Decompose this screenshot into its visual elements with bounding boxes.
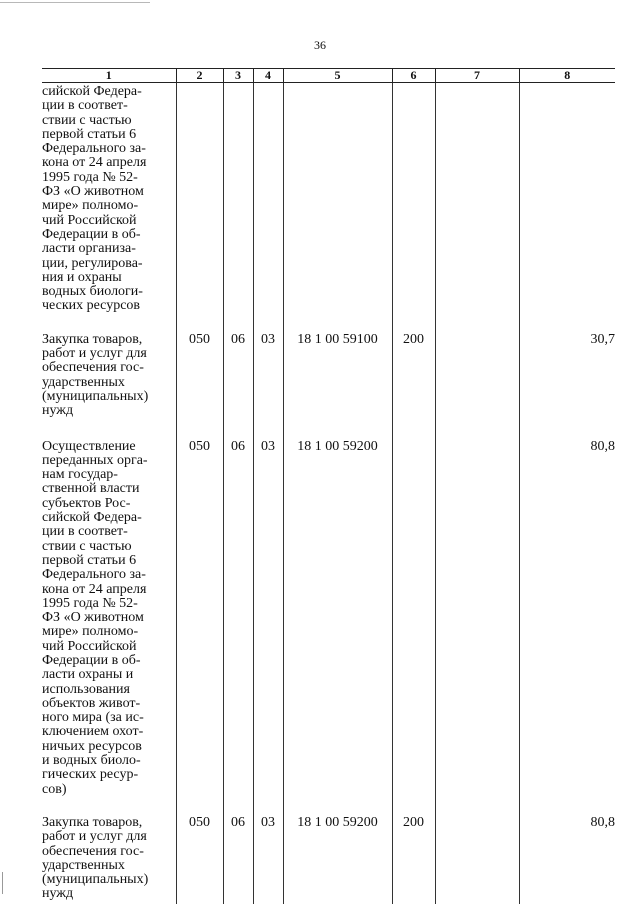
cell-ministry-code: 050 <box>176 326 223 432</box>
description-line: ударственных <box>42 374 125 390</box>
description-line: обеспечения гос- <box>42 360 144 376</box>
description-line: ческих ресурсов <box>42 298 141 314</box>
description-line: Закупка товаров, <box>42 814 143 830</box>
column-header-3: 3 <box>223 69 253 83</box>
cell-section: 06 <box>223 432 253 810</box>
description-line: ласти охраны и <box>42 667 134 683</box>
cell-subsection <box>253 83 283 326</box>
description-line: сийской Федера- <box>42 510 142 526</box>
cell-subsection: 03 <box>253 326 283 432</box>
description-line: Федерации в об- <box>42 652 141 668</box>
description-line: ния и охраны <box>42 269 122 285</box>
description-line: ции в соответ- <box>42 524 128 540</box>
column-header-7: 7 <box>435 69 519 83</box>
table-row <box>42 810 615 904</box>
description-line: ствии с частью <box>42 538 132 554</box>
cell-column-7 <box>435 432 519 810</box>
cell-amount: 30,7 <box>519 326 615 432</box>
row-description <box>42 326 176 432</box>
description-line: ничьих ресурсов <box>42 738 142 754</box>
cell-expense-type: 200 <box>392 810 435 904</box>
table-header-row <box>42 69 615 83</box>
table-row <box>42 83 615 326</box>
description-line: использования <box>42 681 130 697</box>
cell-ministry-code: 050 <box>176 810 223 904</box>
description-line: 1995 года № 52- <box>42 169 138 185</box>
scan-edge-mark <box>2 872 3 894</box>
cell-expense-type: 200 <box>392 326 435 432</box>
description-line: ФЗ «О животном <box>42 610 144 626</box>
description-line: ного мира (за ис- <box>42 710 144 726</box>
description-line: Федерации в об- <box>42 226 141 242</box>
description-line: (муниципальных) <box>42 872 149 888</box>
description-line: первой статьи 6 <box>42 552 137 568</box>
description-line: ции, регулирова- <box>42 255 143 271</box>
column-header-8: 8 <box>519 69 615 83</box>
description-line: Федерального за- <box>42 141 146 157</box>
table-row <box>42 432 615 810</box>
row-description <box>42 432 176 810</box>
description-line: обеспечения гос- <box>42 843 144 859</box>
description-line: сийской Федера- <box>42 84 142 99</box>
description-line: (муниципальных) <box>42 388 149 404</box>
description-line: ствии с частью <box>42 112 132 128</box>
row-description <box>42 810 176 904</box>
cell-target-article: 18 1 00 59200 <box>283 810 392 904</box>
description-line: 1995 года № 52- <box>42 595 138 611</box>
page-number: 36 <box>314 38 326 52</box>
description-line: сов) <box>42 781 67 797</box>
column-header-5: 5 <box>283 69 392 83</box>
description-line: ключением охот- <box>42 724 144 740</box>
description-line: работ и услуг для <box>42 829 147 845</box>
column-header-6: 6 <box>392 69 435 83</box>
description-line: и водных биоло- <box>42 753 141 769</box>
description-line: ударственных <box>42 857 125 873</box>
description-line: мире» полномо- <box>42 624 139 640</box>
description-line: объектов живот- <box>42 695 141 711</box>
cell-subsection: 03 <box>253 432 283 810</box>
cell-amount: 80,8 <box>519 810 615 904</box>
description-line: нужд <box>42 403 74 419</box>
column-header-2: 2 <box>176 69 223 83</box>
budget-table <box>42 68 615 904</box>
description-line: ции в соответ- <box>42 98 128 114</box>
description-line: кона от 24 апреля <box>42 581 147 597</box>
description-line: ственной власти <box>42 481 140 497</box>
table-row <box>42 326 615 432</box>
cell-amount: 80,8 <box>519 432 615 810</box>
cell-target-article: 18 1 00 59200 <box>283 432 392 810</box>
description-line: Федерального за- <box>42 567 146 583</box>
description-line: гических ресур- <box>42 767 139 783</box>
description-line: нужд <box>42 886 74 902</box>
cell-section: 06 <box>223 810 253 904</box>
cell-section: 06 <box>223 326 253 432</box>
description-line: первой статьи 6 <box>42 126 137 142</box>
cell-expense-type <box>392 83 435 326</box>
description-line: чий Российской <box>42 212 137 228</box>
cell-expense-type <box>392 432 435 810</box>
description-line: чий Российской <box>42 638 137 654</box>
cell-target-article <box>283 83 392 326</box>
cell-target-article: 18 1 00 59100 <box>283 326 392 432</box>
description-line: мире» полномо- <box>42 198 139 214</box>
description-line: субъектов Рос- <box>42 495 131 511</box>
cell-subsection: 03 <box>253 810 283 904</box>
cell-amount <box>519 83 615 326</box>
cell-column-7 <box>435 83 519 326</box>
cell-column-7 <box>435 326 519 432</box>
description-line: Осуществление <box>42 438 136 454</box>
cell-ministry-code <box>176 83 223 326</box>
description-line: водных биологи- <box>42 284 143 300</box>
cell-ministry-code: 050 <box>176 432 223 810</box>
description-line: работ и услуг для <box>42 346 147 362</box>
cell-column-7 <box>435 810 519 904</box>
description-line: нам государ- <box>42 467 118 483</box>
cell-section <box>223 83 253 326</box>
description-line: ФЗ «О животном <box>42 184 144 200</box>
scan-edge-line <box>0 2 150 3</box>
description-line: Закупка товаров, <box>42 331 143 347</box>
row-description <box>42 83 176 326</box>
description-line: переданных орга- <box>42 452 148 468</box>
column-header-4: 4 <box>253 69 283 83</box>
column-header-1: 1 <box>42 69 176 83</box>
description-line: ласти организа- <box>42 241 136 257</box>
description-line: кона от 24 апреля <box>42 155 147 171</box>
